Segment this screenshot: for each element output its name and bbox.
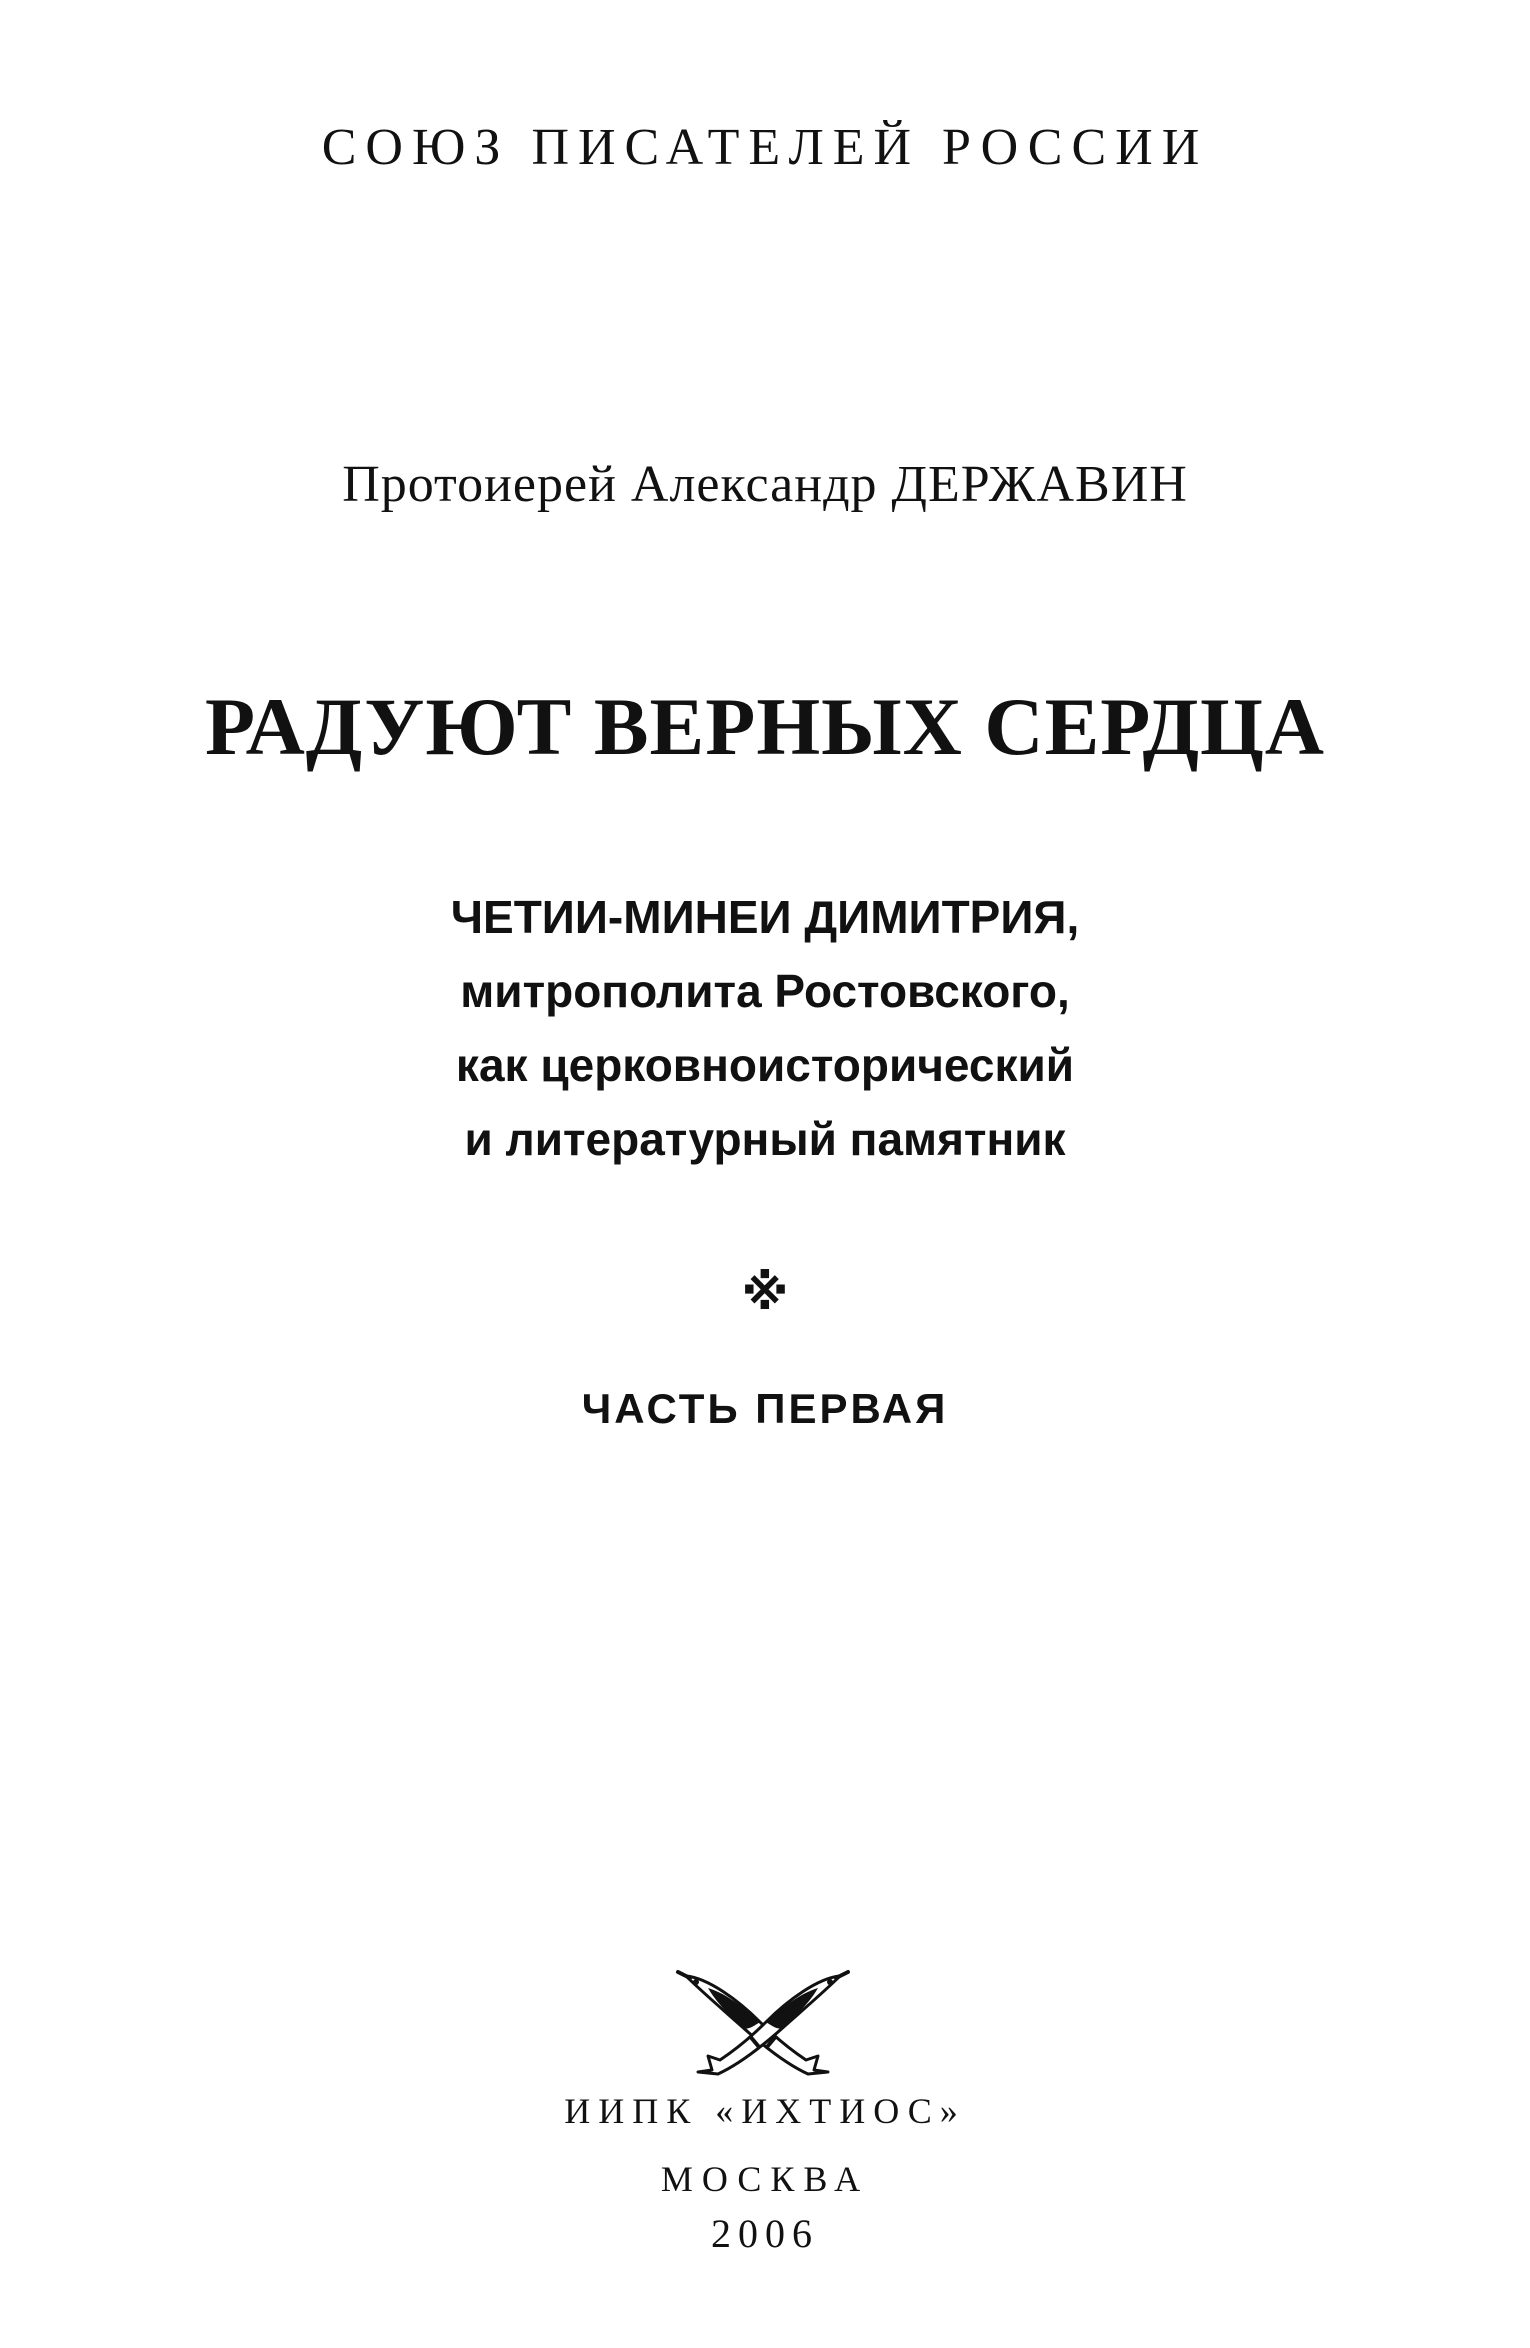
book-title: РАДУЮТ ВЕРНЫХ СЕРДЦА [204, 681, 1326, 772]
subtitle-line: как церковноисторический [455, 1039, 1075, 1091]
fish-logo-icon [668, 1960, 858, 2080]
subtitle-line: митрополита Ростовского, [460, 965, 1070, 1017]
organization-name: СОЮЗ ПИСАТЕЛЕЙ РОССИИ [321, 119, 1209, 176]
ornament-divider: ※ [741, 1265, 789, 1321]
book-subtitle [0, 880, 1530, 1176]
author-name: Протоиерей Александр ДЕРЖАВИН [342, 456, 1188, 513]
part-heading: ЧАСТЬ ПЕРВАЯ [581, 1385, 949, 1432]
publication-year: 2006 [711, 2211, 819, 2256]
publication-city: МОСКВА [660, 2159, 870, 2199]
subtitle-line: ЧЕТИИ-МИНЕИ ДИМИТРИЯ, [450, 891, 1080, 943]
subtitle-line: и литературный памятник [464, 1113, 1066, 1165]
publisher-name: ИИПК «ИХТИОС» [564, 2091, 966, 2131]
